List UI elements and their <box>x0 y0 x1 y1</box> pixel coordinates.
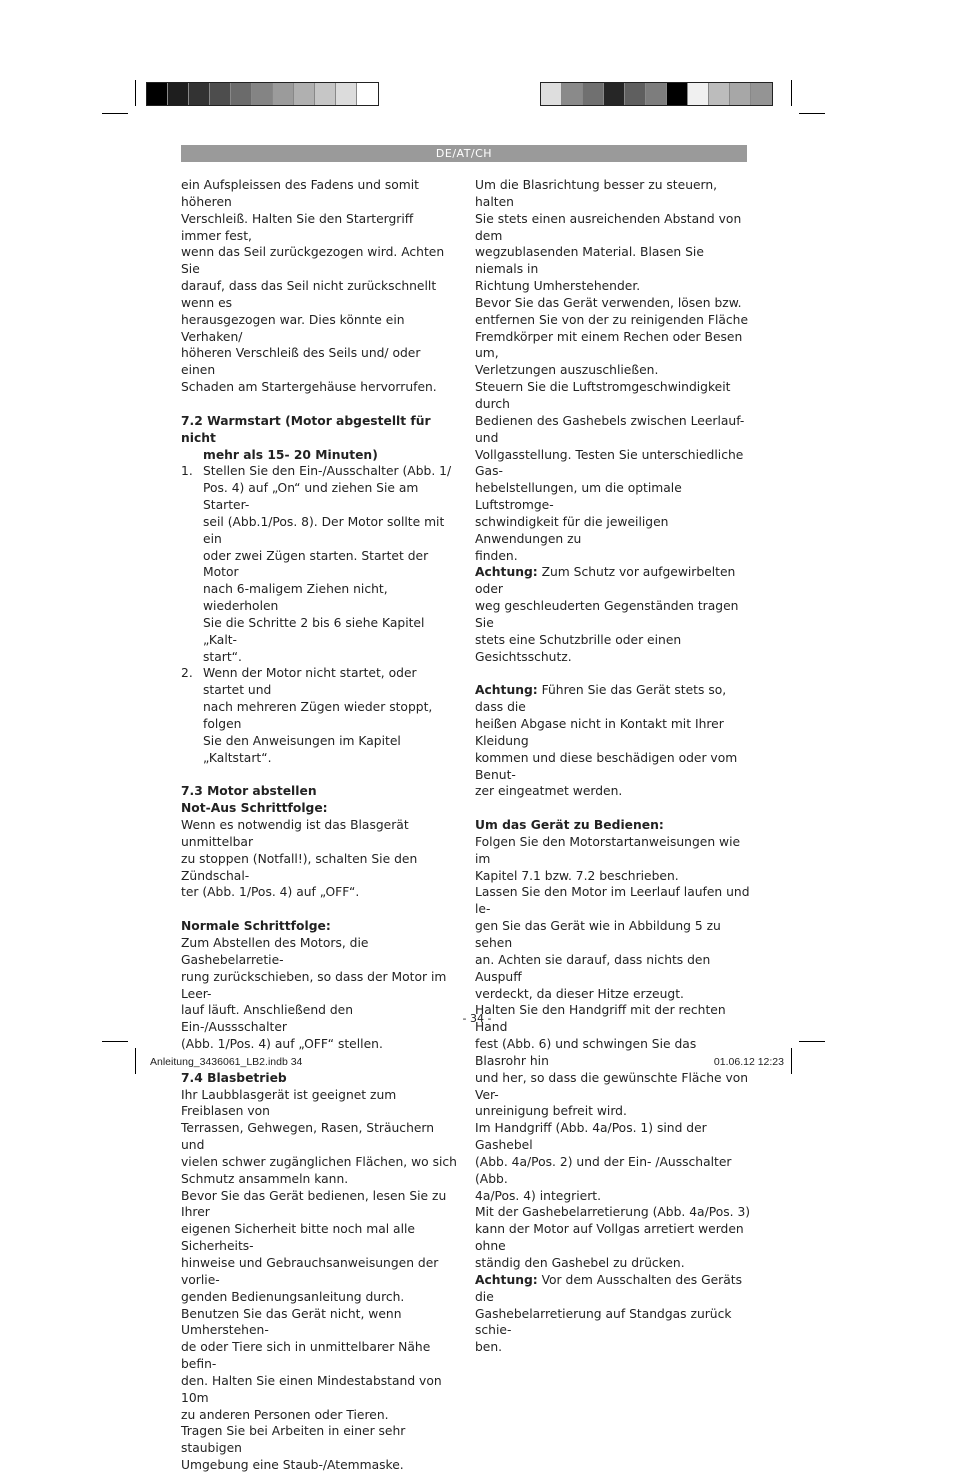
text-line: lauf läuft. Anschließend den Ein-/Aussschalter <box>181 1003 354 1035</box>
intro-paragraph <box>181 177 457 396</box>
text-line: herausgezogen war. Dies könnte ein Verhaken/ <box>181 312 405 344</box>
text-line: de oder Tiere sich in unmittelbarer Nähe befin- <box>181 1340 431 1372</box>
text-line: zu anderen Personen oder Tieren. <box>181 1407 389 1422</box>
list-number: 1. <box>181 464 193 479</box>
text-line: Gashebelarretierung auf Standgas zurück schie- <box>475 1306 732 1338</box>
text-line: ter (Abb. 1/Pos. 4) auf „OFF“. <box>181 885 360 900</box>
warning-text: Vor dem Ausschalten des Geräts die <box>475 1272 742 1304</box>
text-line: Bevor Sie das Gerät verwenden, lösen bzw. <box>475 295 742 310</box>
text-line: heißen Abgase nicht in Kontakt mit Ihrer Kleidung <box>475 717 724 748</box>
text-line: vielen schwer zugänglichen Flächen, wo sich <box>181 1154 457 1169</box>
text-line: Pos. 4) auf „On“ und ziehen Sie am Starter- <box>203 481 419 513</box>
text-line: Vollgasstellung. Testen Sie unterschiedliche Gas- <box>475 447 744 479</box>
text-line: weg geschleuderten Gegenständen tragen Sie <box>475 599 739 630</box>
text-line: unreinigung befreit wird. <box>475 1104 627 1119</box>
color-swatch <box>273 83 294 105</box>
text-line: mehr als 15- 20 Minuten) <box>203 447 378 462</box>
color-swatch <box>583 83 604 105</box>
text-line: den. Halten Sie einen Mindestabstand von 10m <box>181 1373 442 1405</box>
text-line: Mit der Gashebelarretierung (Abb. 4a/Pos. 3) <box>475 1205 751 1220</box>
list-item <box>181 463 457 665</box>
warning-label: Achtung: <box>475 1272 538 1287</box>
text-line: Kapitel 7.1 bzw. 7.2 beschrieben. <box>475 868 679 883</box>
crop-mark <box>102 1041 128 1042</box>
color-swatch <box>147 83 168 105</box>
text-line: verdeckt, da dieser Hitze erzeugt. <box>475 986 684 1001</box>
warning-text: Führen Sie das Gerät stets so, dass die <box>475 683 727 715</box>
text-line: kommen und diese beschädigen oder vom Benut- <box>475 750 738 782</box>
emergency-stop-text <box>181 817 457 901</box>
section-7-4-heading: 7.4 Blasbetrieb <box>181 1070 287 1085</box>
text-line: genden Bedienungsanleitung durch. <box>181 1289 405 1304</box>
text-line: Wenn es notwendig ist das Blasgerät unmittelbar <box>181 818 409 849</box>
text-line: Bedienen des Gashebels zwischen Leerlauf- und <box>475 413 745 445</box>
color-swatch <box>625 83 646 105</box>
text-line: Um die Blasrichtung besser zu steuern, halten <box>475 178 718 209</box>
text-line: nach 6-maligem Ziehen nicht, wiederholen <box>203 582 388 614</box>
text-line: darauf, dass das Seil nicht zurückschnellt wenn es <box>181 279 437 310</box>
text-line: finden. <box>475 548 518 563</box>
crop-mark <box>102 113 128 114</box>
text-line: nach mehreren Zügen wieder stoppt, folgen <box>203 700 433 731</box>
crop-mark <box>135 1048 136 1074</box>
color-swatch <box>541 83 562 105</box>
text-line: (Abb. 1/Pos. 4) auf „OFF“ stellen. <box>181 1037 383 1052</box>
color-swatch <box>315 83 336 105</box>
text-line: Fremdkörper mit einem Rechen oder Besen um, <box>475 329 743 361</box>
color-swatch <box>357 83 378 105</box>
crop-mark <box>799 1041 825 1042</box>
text-line: Folgen Sie den Motorstartanweisungen wie im <box>475 834 741 866</box>
text-line: 4a/Pos. 4) integriert. <box>475 1188 601 1203</box>
text-line: zu stoppen (Notfall!), schalten Sie den Zündschal- <box>181 851 418 883</box>
list-item-text <box>203 463 457 665</box>
text-line: fest (Abb. 6) und schwingen Sie das Blasrohr hin <box>475 1037 697 1068</box>
text-line: oder zwei Zügen starten. Startet der Motor <box>203 548 429 580</box>
warning-paragraph <box>475 682 751 716</box>
color-calibration-bar-right <box>540 82 773 106</box>
text-line: Benutzen Sie das Gerät nicht, wenn Umherstehen- <box>181 1306 402 1338</box>
text-line: gen Sie das Gerät wie in Abbildung 5 zu sehen <box>475 919 721 950</box>
color-swatch <box>751 83 772 105</box>
text-line: stets eine Schutzbrille oder einen Gesichtsschutz. <box>475 632 682 664</box>
text-line: Ihr Laubblasgerät ist geeignet zum Freiblasen von <box>181 1087 397 1119</box>
text-line: ein Aufspleissen des Fadens und somit höheren <box>181 178 420 209</box>
text-line: hinweise und Gebrauchsanweisungen der vorlie- <box>181 1256 439 1287</box>
text-line: Sie die Schritte 2 bis 6 siehe Kapitel „Kalt- <box>203 615 425 647</box>
section-7-4-text <box>181 1087 457 1474</box>
text-line: Verschleiß. Halten Sie den Startergriff immer fest, <box>181 211 414 243</box>
warning-label: Achtung: <box>475 683 538 698</box>
text-line: wenn das Seil zurückgezogen wird. Achten Sie <box>181 245 445 277</box>
text-line: kann der Motor auf Vollgas arretiert werden ohne <box>475 1222 744 1254</box>
color-swatch <box>688 83 709 105</box>
color-swatch <box>604 83 625 105</box>
right-column <box>475 177 751 1356</box>
emergency-stop-heading: Not-Aus Schrittfolge: <box>181 801 328 816</box>
text-line: Sie den Anweisungen im Kapitel „Kaltstart“. <box>203 733 401 765</box>
text-line: wegzublasenden Material. Blasen Sie niemals in <box>475 245 704 277</box>
color-swatch <box>231 83 252 105</box>
color-swatch <box>189 83 210 105</box>
text-line: hebelstellungen, um die optimale Luftstromge- <box>475 481 682 513</box>
color-swatch <box>730 83 751 105</box>
color-swatch <box>646 83 667 105</box>
color-swatch <box>252 83 273 105</box>
operation-heading: Um das Gerät zu Bedienen: <box>475 818 664 833</box>
list-item <box>181 665 457 766</box>
color-swatch <box>294 83 315 105</box>
text-line: Steuern Sie die Luftstromgeschwindigkeit durch <box>475 380 731 411</box>
warning-text-continued <box>475 598 751 665</box>
text-line: eigenen Sicherheit bitte noch mal alle Sicherheits- <box>181 1222 415 1254</box>
color-swatch <box>709 83 730 105</box>
text-line: zer eingeatmet werden. <box>475 784 623 799</box>
text-line: rung zurückschieben, so dass der Motor im Leer- <box>181 969 447 1001</box>
warning-paragraph <box>475 1272 751 1306</box>
text-line: Stellen Sie den Ein-/Ausschalter (Abb. 1/ <box>203 464 452 479</box>
normal-stop-heading: Normale Schrittfolge: <box>181 919 331 934</box>
text-line: Verletzungen auszuschließen. <box>475 363 659 378</box>
text-line: entfernen Sie von der zu reinigenden Fläche <box>475 312 749 327</box>
text-line: Bevor Sie das Gerät bedienen, lesen Sie zu Ihrer <box>181 1188 447 1220</box>
footer-timestamp: 01.06.12 12:23 <box>713 1056 784 1068</box>
text-line: start“. <box>203 649 242 664</box>
list-item-text <box>203 665 457 766</box>
text-line: Zum Abstellen des Motors, die Gashebelarretie- <box>181 935 369 967</box>
text-line: Sie stets einen ausreichenden Abstand von dem <box>475 211 742 243</box>
text-line: Im Handgriff (Abb. 4a/Pos. 1) sind der Gashebel <box>475 1121 707 1153</box>
color-swatch <box>336 83 357 105</box>
text-line: Schaden am Startergehäuse hervorrufen. <box>181 380 437 395</box>
color-swatch <box>562 83 583 105</box>
list-number: 2. <box>181 666 193 681</box>
crop-mark <box>135 80 136 106</box>
region-label: DE/AT/CH <box>435 147 493 160</box>
section-7-3-heading: 7.3 Motor abstellen <box>181 784 317 799</box>
text-line: Halten Sie den Handgriff mit der rechten Hand <box>475 1003 726 1035</box>
footer-filename: Anleitung_3436061_LB2.indb 34 <box>150 1056 303 1068</box>
text-line: und her, so dass die gewünschte Fläche von Ver- <box>475 1070 749 1102</box>
crop-mark <box>791 80 792 106</box>
text-line: Terrassen, Gehwegen, Rasen, Sträuchern und <box>181 1121 435 1153</box>
color-swatch <box>667 83 688 105</box>
left-column <box>181 177 457 1474</box>
text-line: Schmutz ansammeln kann. <box>181 1171 349 1186</box>
crop-mark <box>791 1048 792 1074</box>
text-line: 7.2 Warmstart (Motor abgestellt für nicht <box>181 413 431 445</box>
region-header-bar <box>181 145 747 162</box>
text-line: Richtung Umherstehender. <box>475 279 641 294</box>
warning-label: Achtung: <box>475 565 538 580</box>
text-line: seil (Abb.1/Pos. 8). Der Motor sollte mit ein <box>203 514 445 546</box>
text-line: ben. <box>475 1340 503 1355</box>
text-line: an. Achten sie darauf, dass nichts den Auspuff <box>475 952 711 984</box>
text-line: Tragen Sie bei Arbeiten in einer sehr staubigen <box>181 1424 406 1456</box>
color-calibration-bar-left <box>146 82 379 106</box>
warning-text-continued <box>475 1306 751 1357</box>
text-line: Umgebung eine Staub-/Atemmaske. <box>181 1458 404 1473</box>
text-line: höheren Verschleiß des Seils und/ oder einen <box>181 346 421 378</box>
warning-paragraph <box>475 564 751 598</box>
normal-stop-text <box>181 935 457 1053</box>
operation-text <box>475 834 751 1272</box>
page-number: - 34 - <box>462 1012 492 1025</box>
color-swatch <box>168 83 189 105</box>
text-line: Wenn der Motor nicht startet, oder startet und <box>203 666 417 698</box>
warning-text: Zum Schutz vor aufgewirbelten oder <box>475 565 736 597</box>
crop-mark <box>799 113 825 114</box>
text-line: ständig den Gashebel zu drücken. <box>475 1256 685 1270</box>
warning-text-continued <box>475 716 751 800</box>
text-line: schwindigkeit für die jeweiligen Anwendungen zu <box>475 514 669 546</box>
text-line: (Abb. 4a/Pos. 2) und der Ein- /Ausschalter (Abb. <box>475 1154 732 1186</box>
text-line: Lassen Sie den Motor im Leerlauf laufen und le- <box>475 885 750 917</box>
section-7-2-heading <box>181 413 457 464</box>
blowing-instructions <box>475 177 751 564</box>
color-swatch <box>210 83 231 105</box>
